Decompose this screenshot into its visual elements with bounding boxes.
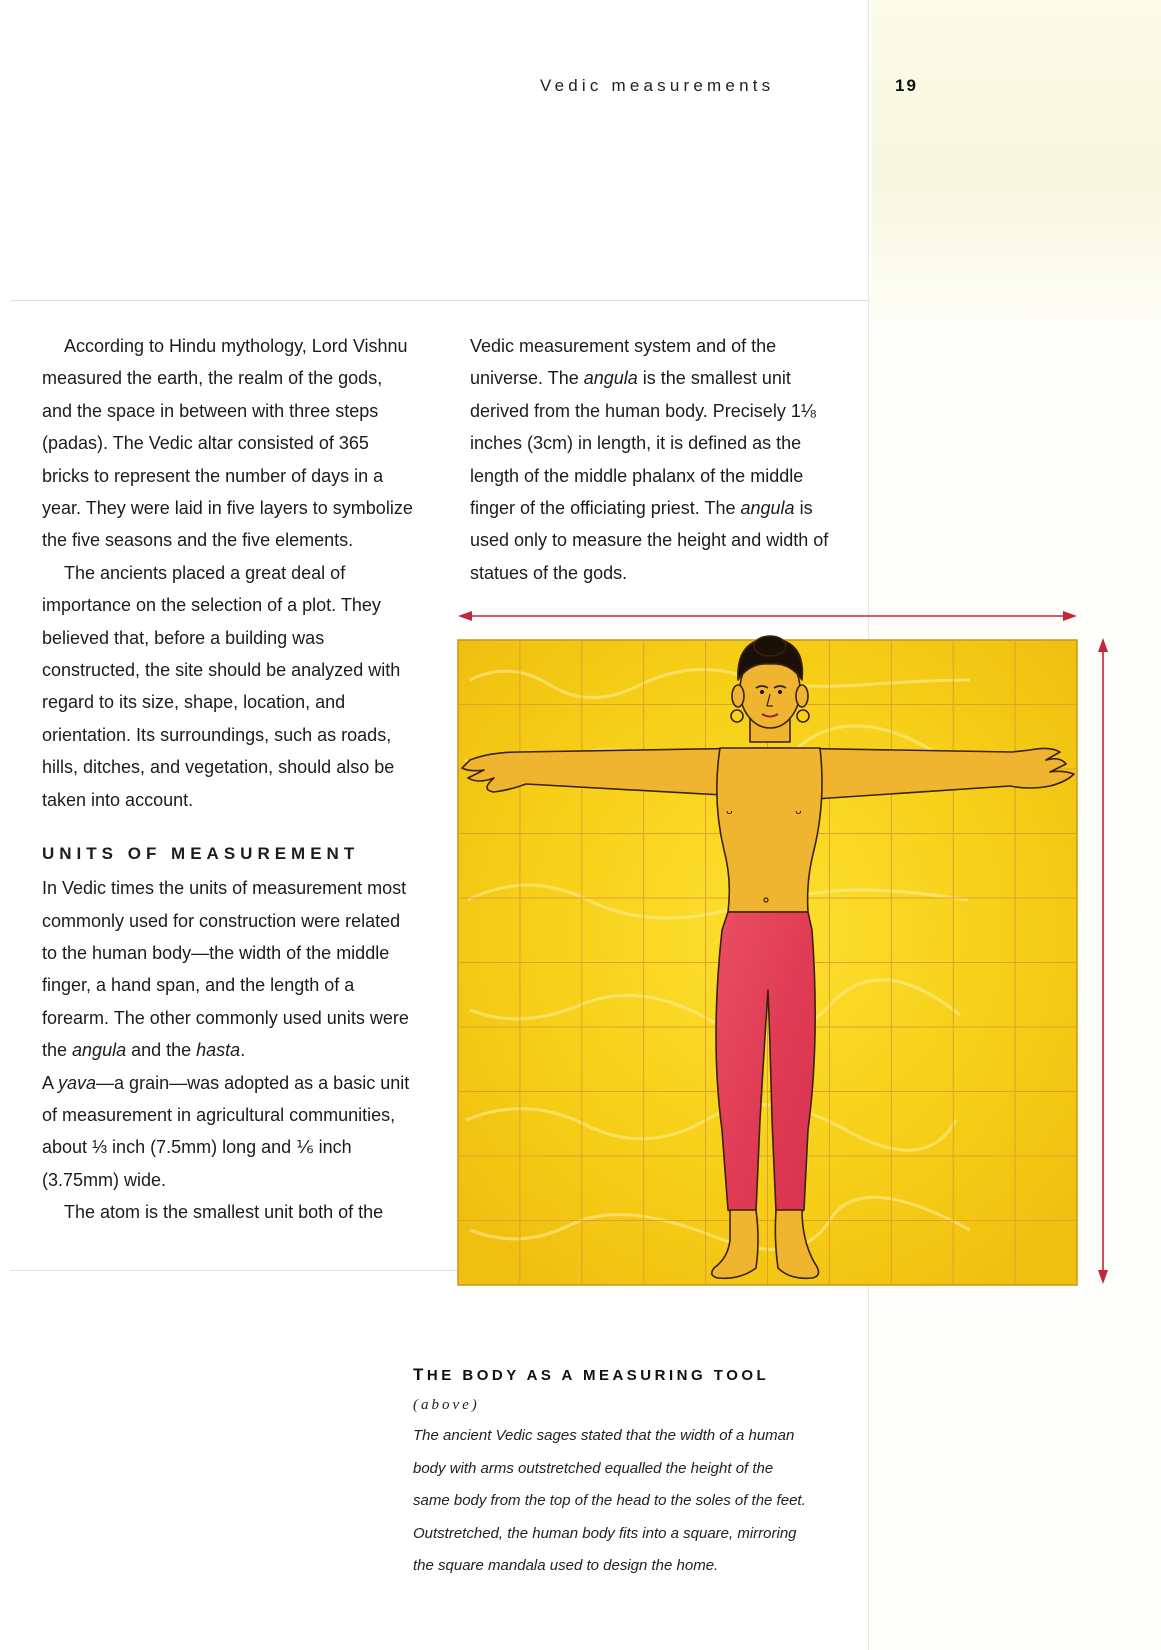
caption-line: The ancient Vedic sages stated that the width of a human — [413, 1427, 795, 1444]
caption-line: the square mandala used to design the home. — [413, 1557, 719, 1574]
paragraph-atom: The atom is the smallest unit both of the — [64, 1202, 384, 1223]
caption-text — [413, 1420, 853, 1583]
paragraph-angula: Vedic measurement system and of the universe. The angula is the smallest unit derived from the human body. Precisely 1⅛ inches (3cm) in length, it is defined as the length of the middle phalanx of the middle finger of the officiating priest. The angula is used only to measure the height and width of statues of the gods. — [470, 336, 829, 583]
svg-text:ᴗ: ᴗ — [726, 804, 733, 817]
caption-line: same body from the top of the head to the soles of the feet. — [413, 1492, 806, 1509]
caption-line: Outstretched, the human body fits into a square, mirroring — [413, 1524, 797, 1542]
paragraph-yava: A yava—a grain—was adopted as a basic unit of measurement in agricultural communities, about ⅓ inch (7.5mm) long and ⅙ inch (3.75mm) wide. — [42, 1072, 410, 1190]
running-head: Vedic measurements — [540, 76, 775, 95]
caption-subtitle: (above) — [413, 1397, 480, 1413]
section-heading: UNITS OF MEASUREMENT — [42, 844, 360, 864]
paragraph-units: In Vedic times the units of measurement most commonly used for construction were related to the human body—the width of the middle finger, a hand span, and the length of a forearm. The other commonly used units were the angula and the hasta. — [42, 878, 409, 1061]
figure-caption — [413, 1361, 853, 1583]
torso — [717, 748, 822, 912]
paragraph-plot-selection: The ancients placed a great deal of importance on the selection of a plot. They believed that, before a building was constructed, the site should be analyzed with regard to its size, shape, location, and orientation. Its surroundings, such as roads, hills, ditches, and vegetation, should also be taken into account. — [42, 562, 401, 810]
width-arrow — [458, 611, 1077, 621]
caption-title: THE BODY AS A MEASURING TOOL — [413, 1365, 770, 1384]
page-number: 19 — [895, 76, 918, 95]
height-arrow — [1098, 638, 1108, 1284]
svg-text:ᴗ: ᴗ — [795, 804, 802, 817]
caption-line: body with arms outstretched equalled the height of the — [413, 1459, 774, 1477]
paragraph-vishnu: According to Hindu mythology, Lord Vishnu measured the earth, the realm of the gods, and the space in between with three steps (padas). The Vedic altar consisted of 365 bricks to represent the number of days in a year. They were laid in five layers to symbolize the five seasons and the five elements. — [42, 336, 413, 551]
